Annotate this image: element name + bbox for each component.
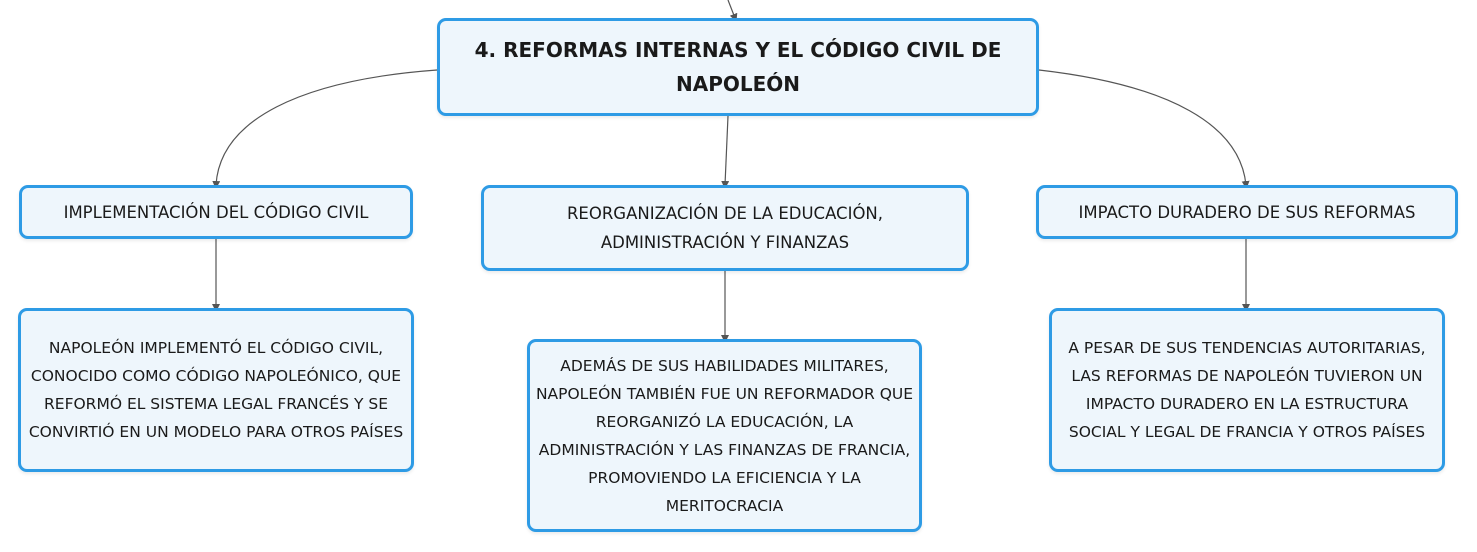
detail-text: A PESAR DE SUS TENDENCIAS AUTORITARIAS, LAS REFORMAS DE NAPOLEÓN TUVIERON UN IMPACTO DURADERO EN LA ESTRUCTURA SOCIAL Y LEGAL DE FRANCIA Y OTROS PAÍSES bbox=[1068, 339, 1426, 441]
connector-root-to-branch-2 bbox=[725, 116, 728, 185]
detail-reorganizacion[interactable] bbox=[527, 339, 922, 532]
detail-text: NAPOLEÓN IMPLEMENTÓ EL CÓDIGO CIVIL, CONOCIDO COMO CÓDIGO NAPOLEÓNICO, QUE REFORMÓ EL SISTEMA LEGAL FRANCÉS Y SE CONVIRTIÓ EN UN MODELO PARA OTROS PAÍSES bbox=[28, 339, 404, 441]
root-topic-label: 4. REFORMAS INTERNAS Y EL CÓDIGO CIVIL DE NAPOLEÓN bbox=[474, 38, 1002, 96]
topic-reorganizacion[interactable] bbox=[481, 185, 969, 271]
root-topic[interactable] bbox=[437, 18, 1039, 116]
detail-text: ADEMÁS DE SUS HABILIDADES MILITARES, NAPOLEÓN TAMBIÉN FUE UN REFORMADOR QUE REORGANIZÓ LA EDUCACIÓN, LA ADMINISTRACIÓN Y LAS FINANZAS DE FRANCIA, PROMOVIENDO LA EFICIENCIA Y LA MERITOCRACIA bbox=[535, 356, 914, 515]
connector-root-to-branch-3 bbox=[1039, 70, 1246, 185]
topic-implementacion-codigo-civil[interactable] bbox=[19, 185, 413, 239]
detail-impacto-duradero[interactable] bbox=[1049, 308, 1445, 472]
topic-label: IMPACTO DURADERO DE SUS REFORMAS bbox=[1078, 202, 1416, 222]
topic-label: REORGANIZACIÓN DE LA EDUCACIÓN, ADMINISTRACIÓN Y FINANZAS bbox=[566, 204, 884, 252]
topic-label: IMPLEMENTACIÓN DEL CÓDIGO CIVIL bbox=[63, 202, 369, 222]
topic-impacto-duradero[interactable] bbox=[1036, 185, 1458, 239]
connector-parent-to-root bbox=[728, 0, 735, 18]
connector-root-to-branch-1 bbox=[216, 70, 437, 185]
detail-implementacion-codigo-civil[interactable] bbox=[18, 308, 414, 472]
